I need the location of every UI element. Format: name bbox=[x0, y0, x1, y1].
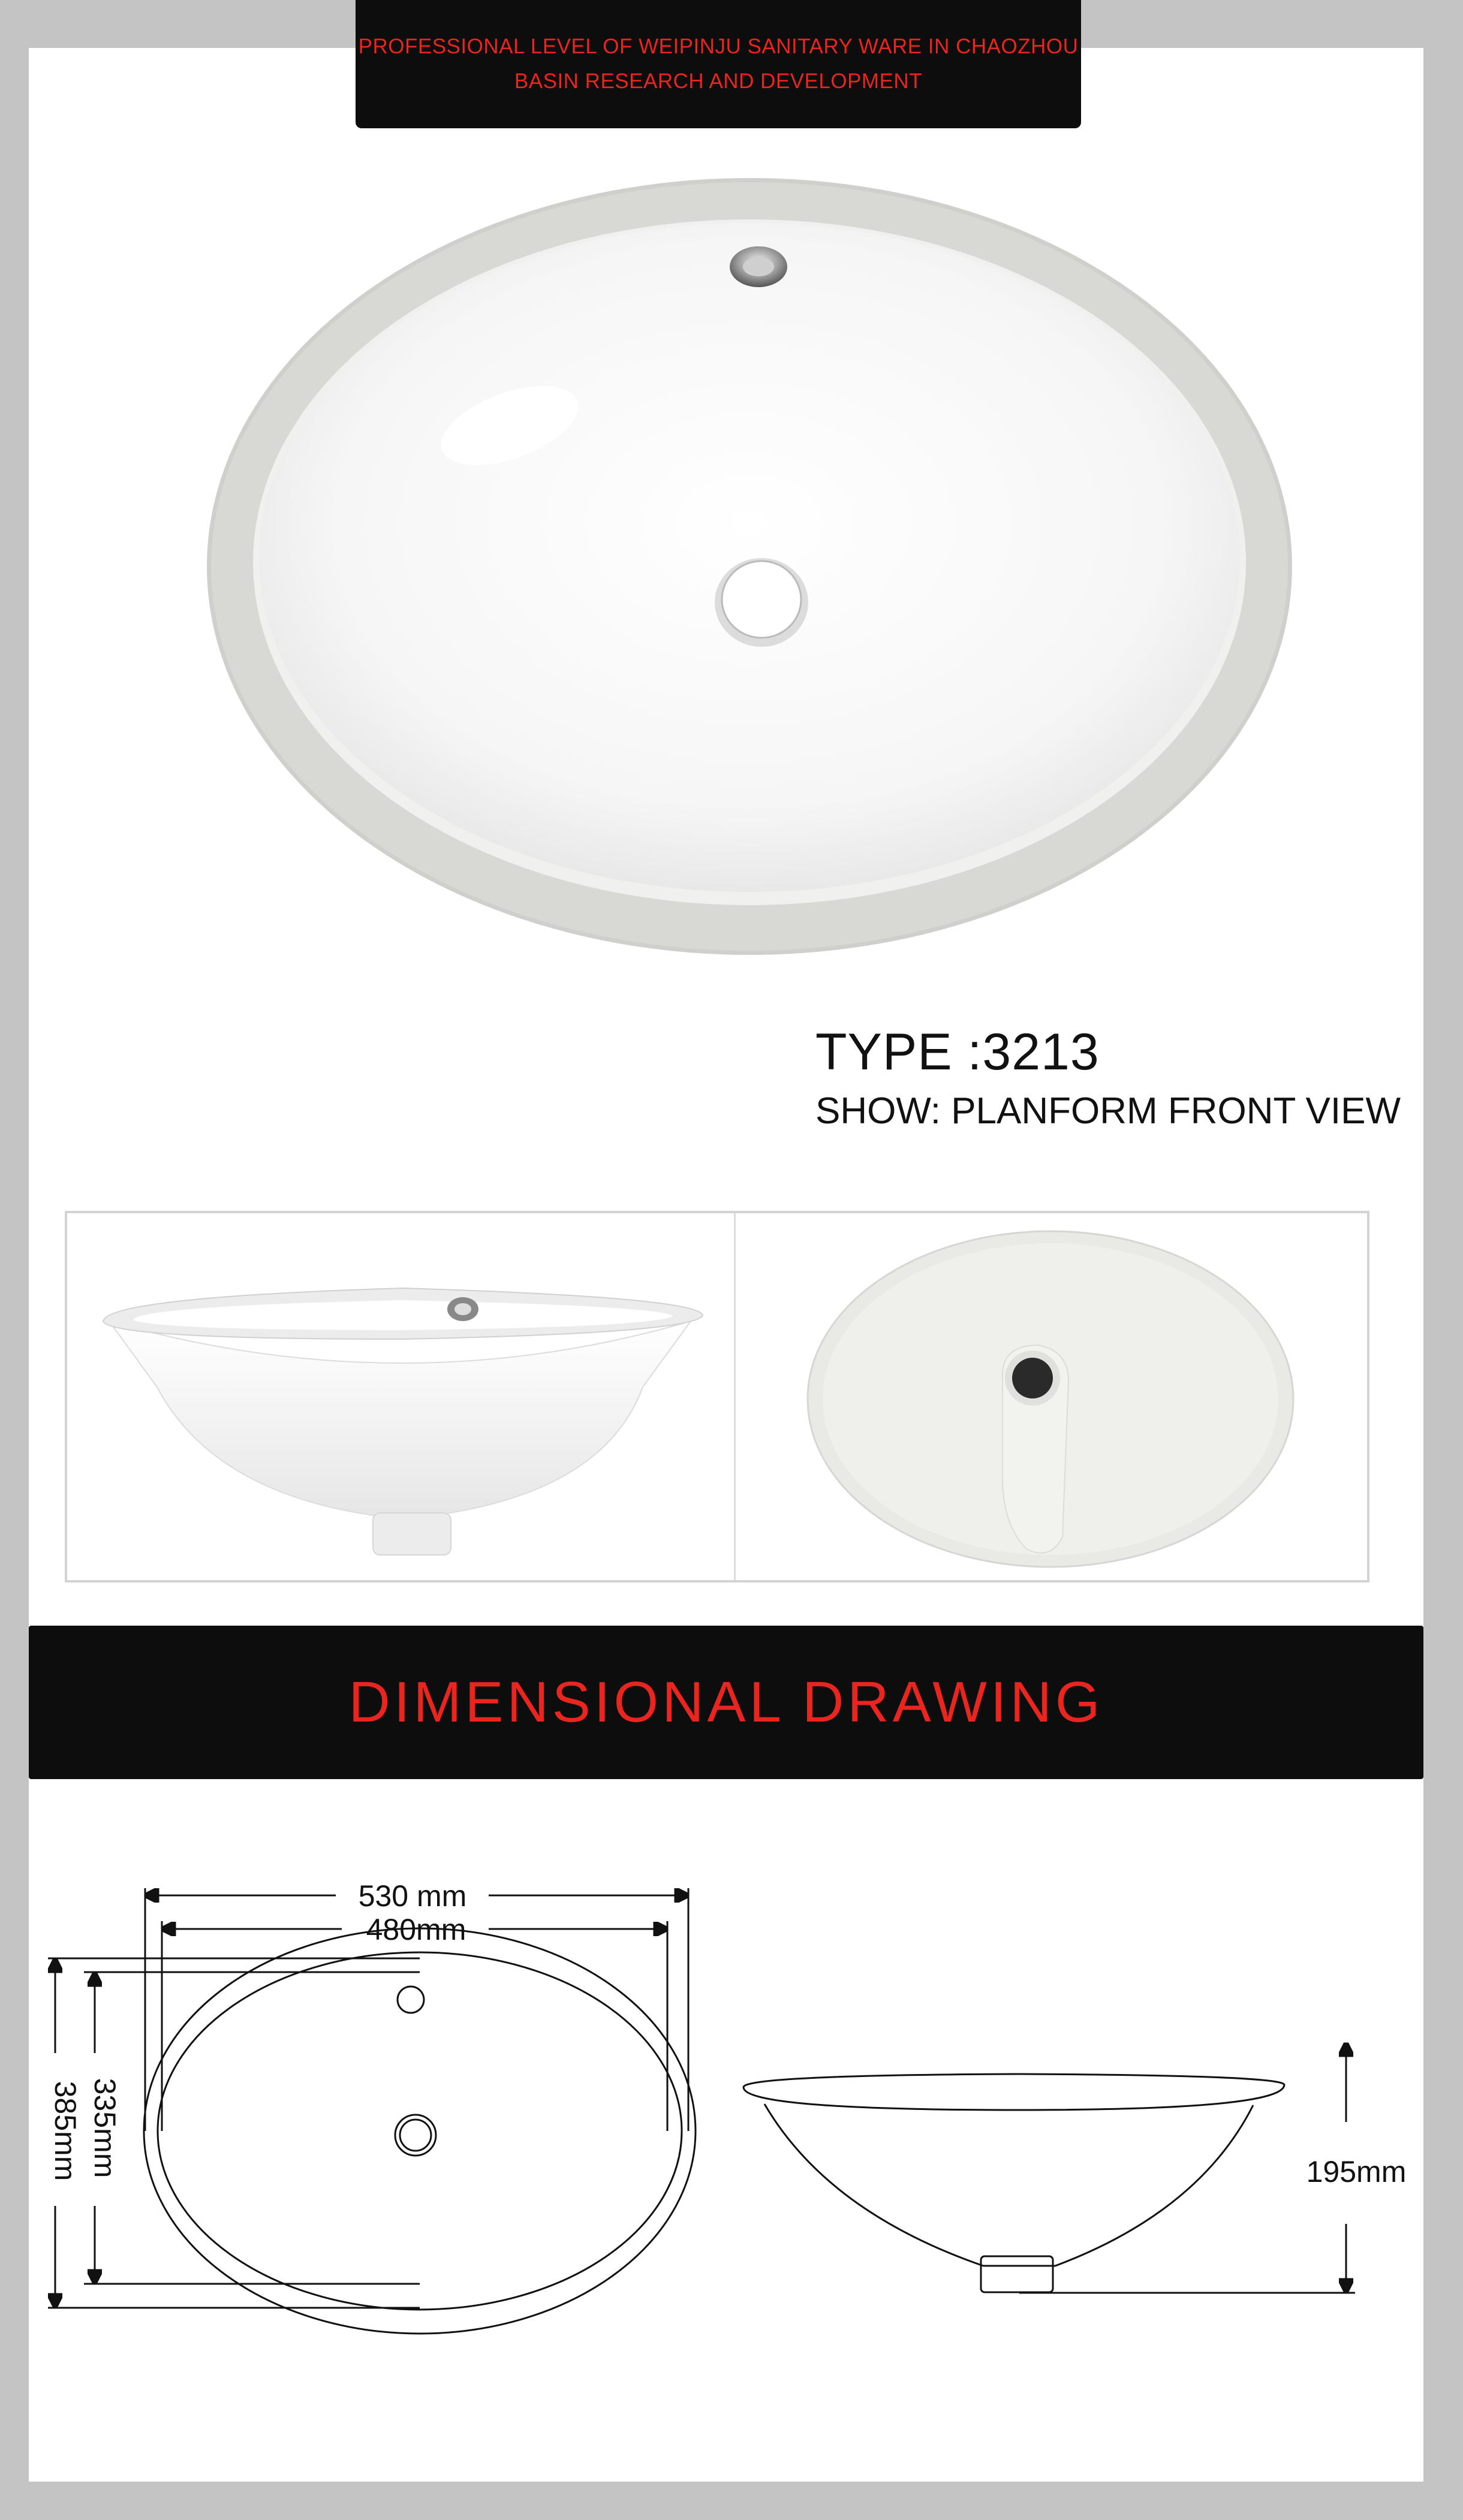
height-label: 195mm bbox=[1306, 2155, 1407, 2189]
outer-width-label: 530 mm bbox=[358, 1879, 467, 1913]
dimensional-drawing-banner bbox=[29, 1626, 1423, 1779]
overflow-hole-outline bbox=[398, 1987, 424, 2013]
header-banner bbox=[356, 0, 1081, 128]
views-divider bbox=[734, 1213, 736, 1580]
header-line-1: PROFESSIONAL LEVEL OF WEIPINJU SANITARY WARE IN CHAOZHOU bbox=[358, 35, 1079, 58]
side-bowl-outline bbox=[764, 2104, 1253, 2266]
drain-hole-outline bbox=[395, 2115, 436, 2156]
basin-top-view-image bbox=[198, 174, 1301, 965]
inner-width-label: 480mm bbox=[366, 1913, 466, 1946]
side-rim-outline bbox=[743, 2074, 1284, 2110]
basin-bottom-view-image bbox=[787, 1225, 1314, 1573]
section-title: DIMENSIONAL DRAWING bbox=[348, 1670, 1104, 1734]
outer-depth-label: 385mm bbox=[49, 2081, 82, 2181]
basin-side-view-image bbox=[91, 1249, 715, 1573]
dimensional-drawing bbox=[0, 1828, 1463, 2428]
product-info bbox=[815, 1019, 1401, 1135]
views-panel bbox=[65, 1211, 1369, 1582]
inner-bowl-outline bbox=[158, 1952, 682, 2310]
inner-depth-label: 335mm bbox=[88, 2078, 122, 2178]
view-label: SHOW: PLANFORM FRONT VIEW bbox=[815, 1090, 1401, 1132]
product-type: TYPE :3213 bbox=[815, 1023, 1100, 1081]
side-drain-outline bbox=[981, 2256, 1053, 2292]
header-line-2: BASIN RESEARCH AND DEVELOPMENT bbox=[514, 70, 923, 93]
